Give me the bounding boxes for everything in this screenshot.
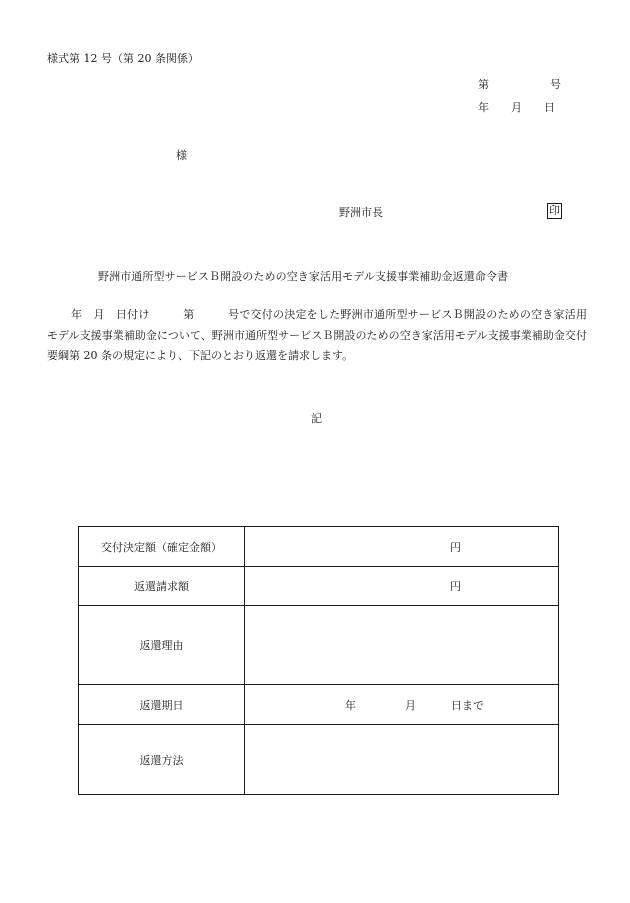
issuer-name: 野洲市長 [339, 206, 383, 219]
refund-reason-label: 返還理由 [79, 606, 245, 685]
return-details-table [78, 526, 559, 795]
grant-amount-unit: 円 [450, 540, 461, 554]
table-row [79, 685, 559, 725]
issue-date-day: 日 [544, 101, 555, 114]
table-row [79, 527, 559, 567]
refund-due-month: 月 [405, 698, 416, 712]
issue-date-year: 年 [478, 101, 489, 114]
table-row [79, 725, 559, 795]
table-row [79, 567, 559, 606]
refund-amount-unit: 円 [450, 580, 461, 593]
body-paragraph [47, 305, 587, 367]
refund-due-year: 年 [345, 698, 356, 712]
document-number-line [478, 76, 561, 92]
refund-due-day: 日まで [451, 698, 484, 712]
document-number-prefix: 第 [478, 78, 489, 91]
issue-date-line [478, 99, 577, 115]
refund-method-label: 返還方法 [79, 725, 245, 795]
ki-heading: 記 [311, 412, 322, 425]
refund-method-field[interactable] [245, 725, 559, 795]
refund-amount-field[interactable] [245, 567, 559, 606]
grant-amount-field[interactable] [245, 527, 559, 567]
refund-due-label: 返還期日 [79, 685, 245, 725]
seal-mark: 印 [549, 204, 560, 217]
document-number-suffix: 号 [550, 78, 561, 91]
form-number: 様式第 12 号（第 20 条関係） [47, 52, 199, 65]
body-text: 年 月 日付け 第 号で交付の決定をした野洲市通所型サービスＢ開設のための空き家活用モデル支援事業補助金について、野洲市通所型サービスＢ開設のための空き家活用モデル支援事業補助金交付要綱第 20 条の規定により、下記のとおり返還を請求します。 [47, 308, 587, 362]
recipient-honorific: 様 [176, 149, 187, 162]
table-row [79, 606, 559, 685]
grant-amount-label: 交付決定額（確定金額） [79, 527, 245, 567]
refund-reason-field[interactable] [245, 606, 559, 685]
issue-date-month: 月 [511, 101, 522, 114]
refund-amount-label: 返還請求額 [79, 567, 245, 606]
document-title: 野洲市通所型サービスＢ開設のための空き家活用モデル支援事業補助金返還命令書 [98, 270, 509, 283]
refund-due-field[interactable] [245, 685, 559, 725]
